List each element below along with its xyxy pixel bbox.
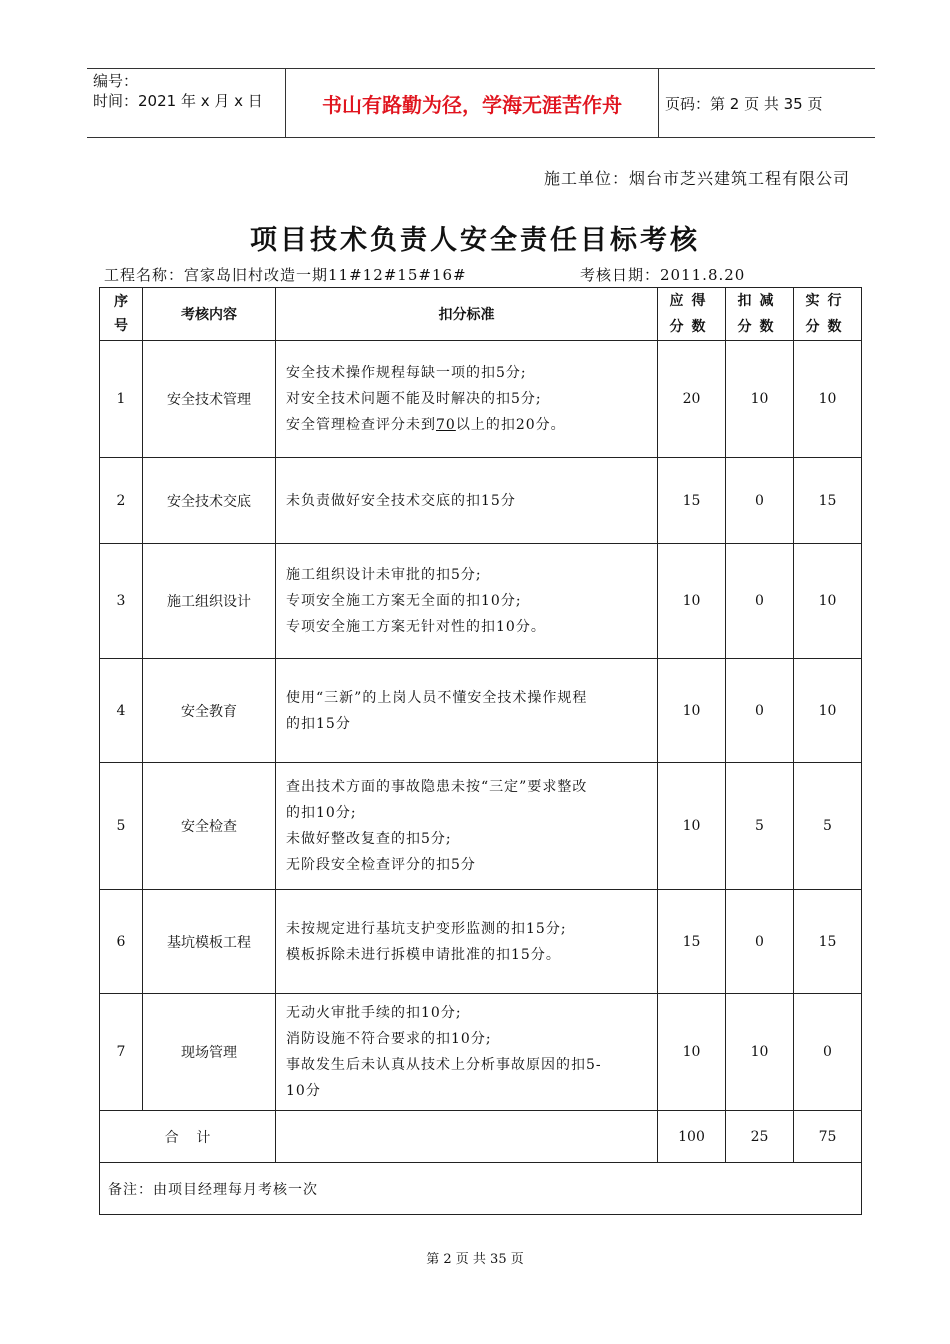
row-standard <box>276 544 658 659</box>
note-row <box>100 1163 862 1215</box>
header-should-line: 应得 <box>669 293 714 309</box>
standard-line: 的扣10分; <box>286 805 357 821</box>
standard-text: 安全管理检查评分未到 <box>286 417 436 433</box>
total-should: 100 <box>658 1111 726 1163</box>
construction-unit: 施工单位：烟台市芝兴建筑工程有限公司 <box>543 169 850 188</box>
row-actual: 10 <box>794 544 862 659</box>
standard-line <box>286 412 647 438</box>
standard-line: 未负责做好安全技术交底的扣15分 <box>286 492 516 509</box>
row-deduct: 10 <box>726 341 794 458</box>
header-should <box>658 288 726 341</box>
standard-line: 专项安全施工方案无全面的扣10分; <box>286 593 522 609</box>
row-standard <box>276 994 658 1111</box>
row-content: 安全检查 <box>143 763 276 890</box>
footer-page-number: 第 2 页 共 35 页 <box>426 1252 524 1267</box>
header-actual-line: 实行 <box>805 293 850 309</box>
row-should: 20 <box>658 341 726 458</box>
header-motto: 书山有路勤为径，学海无涯苦作舟 <box>322 92 622 117</box>
header-content: 考核内容 <box>143 288 276 341</box>
row-should: 10 <box>658 763 726 890</box>
total-actual: 75 <box>794 1111 862 1163</box>
row-standard <box>276 458 658 544</box>
standard-line: 消防设施不符合要求的扣10分; <box>286 1031 492 1047</box>
row-actual: 10 <box>794 659 862 763</box>
row-seq: 1 <box>100 341 143 458</box>
standard-text: 以上的扣20分。 <box>455 417 566 433</box>
standard-line: 事故发生后未认真从技术上分析事故原因的扣5- <box>286 1057 602 1073</box>
standard-line: 的扣15分 <box>286 715 351 732</box>
row-seq: 6 <box>100 890 143 994</box>
standard-line: 对安全技术问题不能及时解决的扣5分; <box>286 391 542 407</box>
table-row <box>100 659 862 763</box>
header-standard: 扣分标准 <box>276 288 658 341</box>
project-name: 工程名称：宫家岛旧村改造一期11#12#15#16# <box>104 266 467 284</box>
header-seq-line: 号 <box>114 318 128 334</box>
row-seq: 7 <box>100 994 143 1111</box>
table-row <box>100 341 862 458</box>
row-seq: 2 <box>100 458 143 544</box>
row-seq: 3 <box>100 544 143 659</box>
standard-line: 无动火审批手续的扣10分; <box>286 1005 462 1021</box>
row-content: 施工组织设计 <box>143 544 276 659</box>
header-actual <box>794 288 862 341</box>
row-deduct: 10 <box>726 994 794 1111</box>
row-content: 安全技术管理 <box>143 341 276 458</box>
assessment-table <box>99 287 862 1215</box>
header-divider <box>658 69 659 137</box>
number-label: 编号： <box>93 72 139 90</box>
row-standard <box>276 659 658 763</box>
row-should: 10 <box>658 659 726 763</box>
table-row <box>100 544 862 659</box>
standard-line: 未做好整改复查的扣5分; <box>286 831 452 847</box>
row-standard <box>276 890 658 994</box>
time-label: 时间：2021 年 x 月 x 日 <box>93 92 263 110</box>
row-should: 15 <box>658 890 726 994</box>
standard-line: 模板拆除未进行拆模申请批准的扣15分。 <box>286 946 561 963</box>
row-actual: 10 <box>794 341 862 458</box>
row-deduct: 0 <box>726 544 794 659</box>
row-actual: 5 <box>794 763 862 890</box>
row-standard <box>276 341 658 458</box>
standard-line: 查出技术方面的事故隐患未按“三定”要求整改 <box>286 779 588 795</box>
header-meta <box>93 71 263 111</box>
table-header-row <box>100 288 862 341</box>
header-actual-line: 分数 <box>805 319 850 335</box>
row-deduct: 0 <box>726 458 794 544</box>
row-content: 安全教育 <box>143 659 276 763</box>
header-should-line: 分数 <box>669 319 714 335</box>
standard-line: 专项安全施工方案无针对性的扣10分。 <box>286 619 546 635</box>
standard-line: 未按规定进行基坑支护变形监测的扣15分; <box>286 920 567 937</box>
total-deduct: 25 <box>726 1111 794 1163</box>
row-seq: 5 <box>100 763 143 890</box>
page-title: 项目技术负责人安全责任目标考核 <box>250 225 700 256</box>
header-deduct-line: 分数 <box>737 319 782 335</box>
row-content: 现场管理 <box>143 994 276 1111</box>
row-content: 基坑模板工程 <box>143 890 276 994</box>
header-seq-line: 序 <box>114 294 128 310</box>
row-should: 10 <box>658 994 726 1111</box>
row-should: 15 <box>658 458 726 544</box>
header-box <box>87 68 875 138</box>
standard-line: 无阶段安全检查评分的扣5分 <box>286 857 476 873</box>
assessment-date: 考核日期：2011.8.20 <box>580 266 746 284</box>
row-standard <box>276 763 658 890</box>
standard-underlined: 70 <box>436 417 456 433</box>
row-deduct: 0 <box>726 890 794 994</box>
header-seq <box>100 288 143 341</box>
standard-line: 10分 <box>286 1083 321 1099</box>
row-seq: 4 <box>100 659 143 763</box>
header-deduct-line: 扣减 <box>737 293 782 309</box>
row-actual: 15 <box>794 458 862 544</box>
header-page-label: 页码：第 2 页 共 35 页 <box>665 94 823 113</box>
row-actual: 0 <box>794 994 862 1111</box>
row-deduct: 0 <box>726 659 794 763</box>
row-actual: 15 <box>794 890 862 994</box>
total-standard-empty <box>276 1111 658 1163</box>
standard-line: 使用“三新”的上岗人员不懂安全技术操作规程 <box>286 689 588 706</box>
standard-line: 施工组织设计未审批的扣5分; <box>286 567 482 583</box>
total-row <box>100 1111 862 1163</box>
table-row <box>100 763 862 890</box>
total-label: 合 计 <box>100 1111 276 1163</box>
table-row <box>100 890 862 994</box>
standard-line: 安全技术操作规程每缺一项的扣5分; <box>286 365 527 381</box>
row-should: 10 <box>658 544 726 659</box>
row-deduct: 5 <box>726 763 794 890</box>
row-content: 安全技术交底 <box>143 458 276 544</box>
table-row <box>100 458 862 544</box>
note: 备注：由项目经理每月考核一次 <box>100 1163 862 1215</box>
table-row <box>100 994 862 1111</box>
header-deduct <box>726 288 794 341</box>
